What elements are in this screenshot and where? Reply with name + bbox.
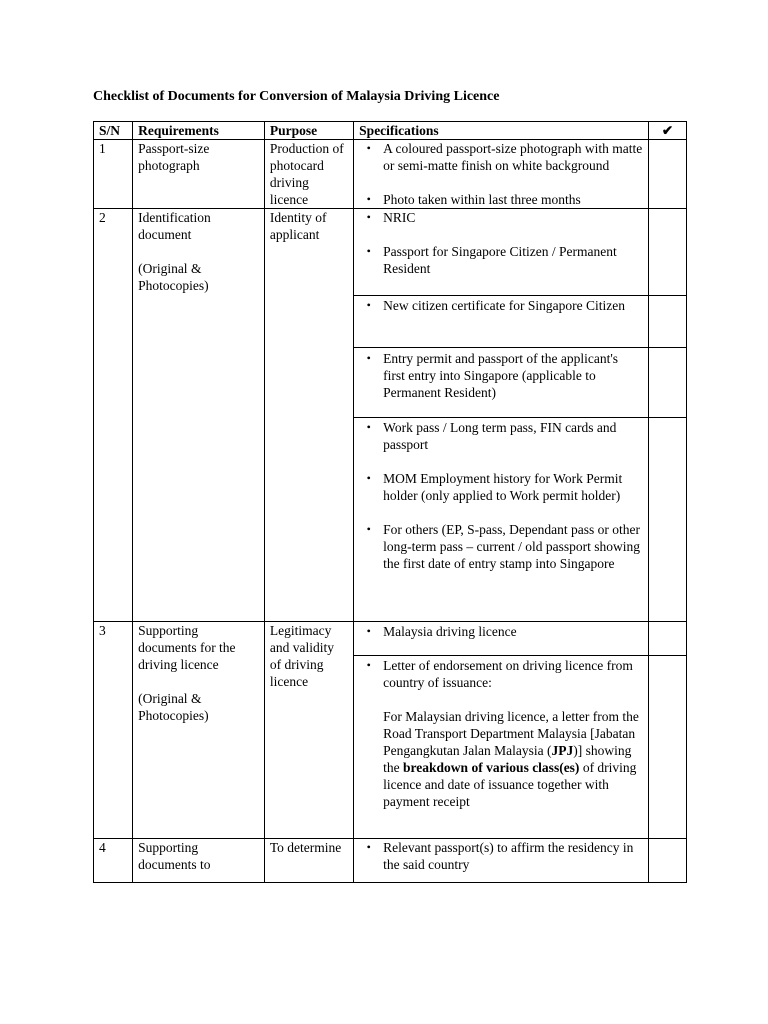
malaysian-licence-note: For Malaysian driving licence, a letter from the Road Transport Department Malaysia [Jabatan Pengangkutan Jalan Malaysia (JPJ)] showing the breakdown of various class(es) of driving licence and date of issuance together with payment receipt xyxy=(383,709,639,809)
bullet-icon: • xyxy=(366,522,371,536)
row-specifications xyxy=(354,839,649,883)
table-row xyxy=(94,209,687,296)
requirement-note: (Original & Photocopies) xyxy=(138,691,209,723)
spec-item: • Malaysia driving licence xyxy=(354,623,643,640)
row-specifications xyxy=(354,622,649,656)
bullet-icon: • xyxy=(366,298,371,312)
bullet-icon: • xyxy=(366,420,371,434)
row-purpose: Production of photocard driving licence xyxy=(264,140,353,209)
header-specifications: Specifications xyxy=(354,122,649,140)
check-cell[interactable] xyxy=(648,209,686,296)
row-purpose: Legitimacy and validity of driving licence xyxy=(264,622,353,839)
bullet-icon: • xyxy=(366,840,371,854)
row-sn: 4 xyxy=(94,839,133,883)
row-purpose: Identity of applicant xyxy=(264,209,353,622)
row-purpose: To determine xyxy=(264,839,353,883)
row-sn: 2 xyxy=(94,209,133,622)
row-specifications xyxy=(354,296,649,348)
table-row xyxy=(94,140,687,209)
check-cell[interactable] xyxy=(648,839,686,883)
bullet-icon: • xyxy=(366,351,371,365)
bullet-icon: • xyxy=(366,658,371,672)
checklist-table xyxy=(93,121,687,883)
spec-item: • NRIC xyxy=(354,209,643,226)
row-sn: 3 xyxy=(94,622,133,839)
row-specifications xyxy=(354,140,649,209)
requirement-note: (Original & Photocopies) xyxy=(138,261,209,293)
spec-item: • MOM Employment history for Work Permit holder (only applied to Work permit holder) xyxy=(354,470,643,504)
spec-item: • Letter of endorsement on driving licence from country of issuance: For Malaysian driving licence, a letter from the Road Transport Department Malaysia [Jabatan Pengangkutan Jalan Malaysia (JPJ)] showing the breakdown of various class(es) of driving licence and date of issuance together with payment receipt xyxy=(354,657,643,810)
row-specifications xyxy=(354,418,649,622)
row-specifications xyxy=(354,656,649,839)
row-requirement: Identification document (Original & Photocopies) xyxy=(133,209,265,622)
check-cell[interactable] xyxy=(648,296,686,348)
header-sn: S/N xyxy=(94,122,133,140)
spec-item: • Relevant passport(s) to affirm the residency in the said country xyxy=(354,839,643,873)
spec-item: • Photo taken within last three months xyxy=(354,191,643,208)
table-row xyxy=(94,622,687,656)
spec-item: • Work pass / Long term pass, FIN cards and passport xyxy=(354,419,643,453)
check-cell[interactable] xyxy=(648,348,686,418)
bullet-icon: • xyxy=(366,141,371,155)
check-cell[interactable] xyxy=(648,418,686,622)
row-sn: 1 xyxy=(94,140,133,209)
check-cell[interactable] xyxy=(648,140,686,209)
check-cell[interactable] xyxy=(648,656,686,839)
header-requirements: Requirements xyxy=(133,122,265,140)
spec-item: • For others (EP, S-pass, Dependant pass or other long-term pass – current / old passport showing the first date of entry stamp into Singapore xyxy=(354,521,643,572)
row-requirement: Supporting documents to xyxy=(133,839,265,883)
header-checkmark: ✔ xyxy=(648,122,686,140)
row-specifications xyxy=(354,348,649,418)
row-requirement: Passport-size photograph xyxy=(133,140,265,209)
spec-item: • Passport for Singapore Citizen / Permanent Resident xyxy=(354,243,643,277)
bullet-icon: • xyxy=(366,192,371,206)
row-specifications xyxy=(354,209,649,296)
table-row xyxy=(94,839,687,883)
table-header-row xyxy=(94,122,687,140)
page-title: Checklist of Documents for Conversion of Malaysia Driving Licence xyxy=(93,89,500,104)
spec-item: • A coloured passport-size photograph with matte or semi-matte finish on white background xyxy=(354,140,643,174)
spec-item: • New citizen certificate for Singapore Citizen xyxy=(354,297,643,314)
header-purpose: Purpose xyxy=(264,122,353,140)
bullet-icon: • xyxy=(366,624,371,638)
check-cell[interactable] xyxy=(648,622,686,656)
bullet-icon: • xyxy=(366,244,371,258)
row-requirement: Supporting documents for the driving licence (Original & Photocopies) xyxy=(133,622,265,839)
spec-item: • Entry permit and passport of the applicant's first entry into Singapore (applicable to Permanent Resident) xyxy=(354,350,643,401)
bullet-icon: • xyxy=(366,471,371,485)
bullet-icon: • xyxy=(366,210,371,224)
